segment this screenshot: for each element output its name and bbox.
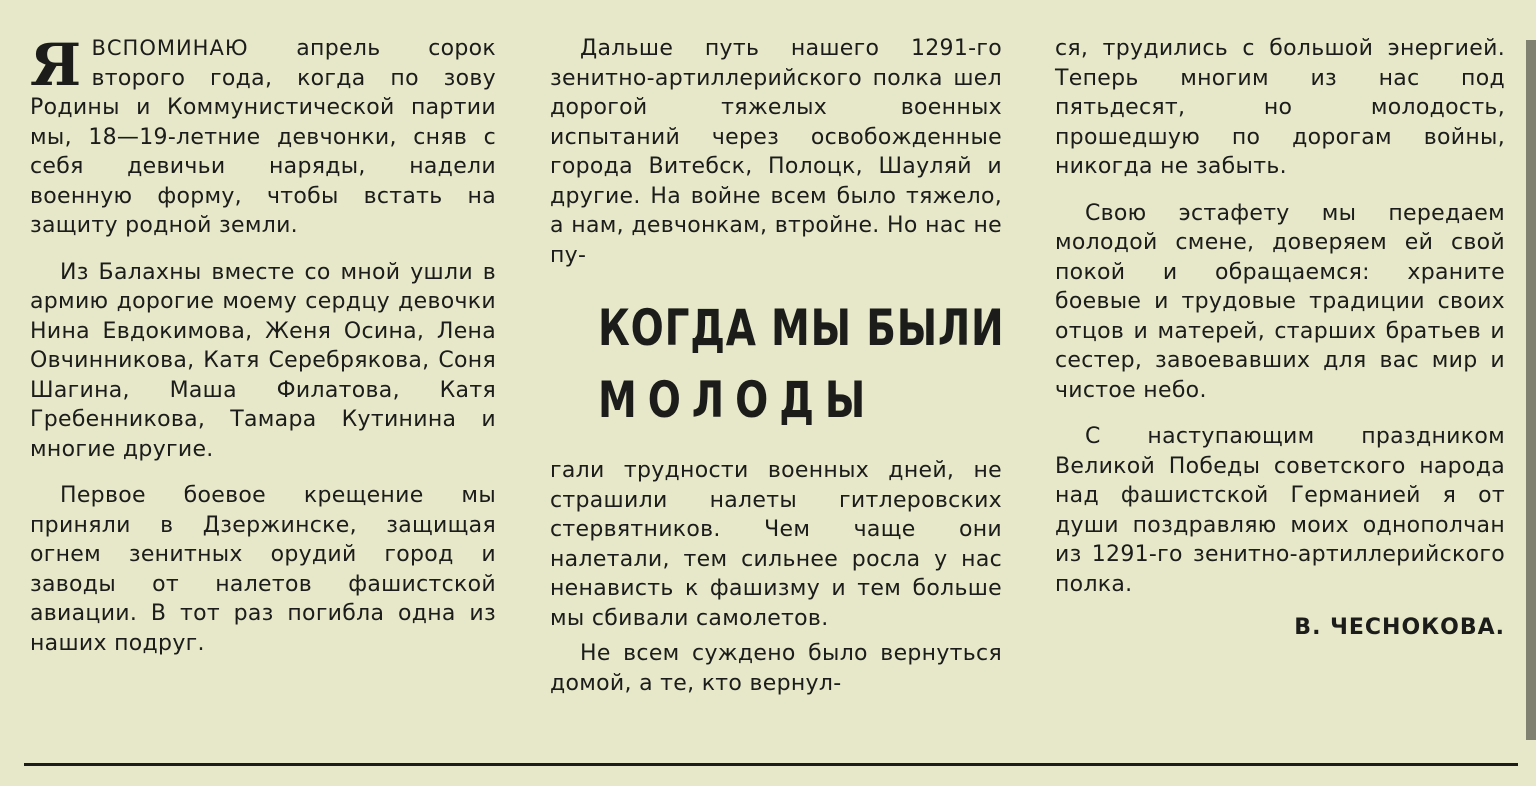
paragraph-energy: ся, трудились с большой энергией. Теперь многим из нас под пятьдесят, но молодость, прошедшую по дорогам войны, никогда не забыть. [1055,36,1505,179]
intro-text: апрель сорок второго года, когда по зову Родины и Коммунистической партии мы, 18—19-летние девчонки, сняв с себя девичьи наряды, надели военную форму, чтобы встать на защиту родной земли. [30,36,496,238]
column-3 [1055,34,1505,643]
paragraph-balakhna: Из Балахны вместе со мной ушли в армию дорогие моему сердцу девочки Нина Евдокимова, Женя Осина, Лена Овчинникова, Катя Серебрякова, Соня Шагина, Маша Филатова, Катя Гребенникова, Тамара Кутинина и многие другие. [30,259,496,462]
paragraph-dzerzhinsk: Первое боевое крещение мы приняли в Дзержинске, защищая огнем зенитных орудий город и заводы от налетов фашистской авиации. В тот раз погибла одна из наших подруг. [30,483,496,656]
paragraph-relay: Свою эстафету мы передаем молодой смене, доверяем ей свой покой и обращаемся: храните боевые и трудовые традиции своих отцов и матерей, старших братьев и сестер, завоевавших для вас мир и чистое небо. [1055,200,1505,403]
paragraph-greeting: С наступающим праздником Великой Победы советского народа над фашистской Германией я от души поздравляю моих однополчан из 1291-го зенитно-артиллерийского полка. [1055,424,1505,597]
page-edge [1526,40,1536,740]
signature: В. ЧЕСНОКОВА. [1294,615,1505,640]
bottom-rule [24,763,1518,766]
lead-word: ВСПОМИНАЮ [91,36,249,60]
paragraph-regiment-path: Дальше путь нашего 1291-го зенитно-артиллерийского полка шел дорогой тяжелых военных испытаний через освобожденные города Витебск, Полоцк, Шауляй и другие. На войне всем было тяжело, а нам, девчонкам, втройне. Но нас не пу- [550,36,1002,268]
column-2 [550,34,1005,698]
paragraph-hardships: гали трудности военных дней, не страшили налеты гитлеровских стервятников. Чем чаще они налетали, тем сильнее росла у нас ненависть к фашизму и тем больше мы сбивали самолетов. [550,458,1002,631]
paragraph-return: Не всем суждено было вернуться домой, а те, кто вернул- [550,641,1002,696]
headline [598,292,1035,436]
headline-line-2: МОЛОДЫ [598,371,877,429]
paragraph-intro [30,31,496,241]
drop-cap: Я [30,31,82,99]
column-1 [30,31,496,658]
headline-line-1: КОГДА МЫ БЫЛИ [598,299,1005,357]
